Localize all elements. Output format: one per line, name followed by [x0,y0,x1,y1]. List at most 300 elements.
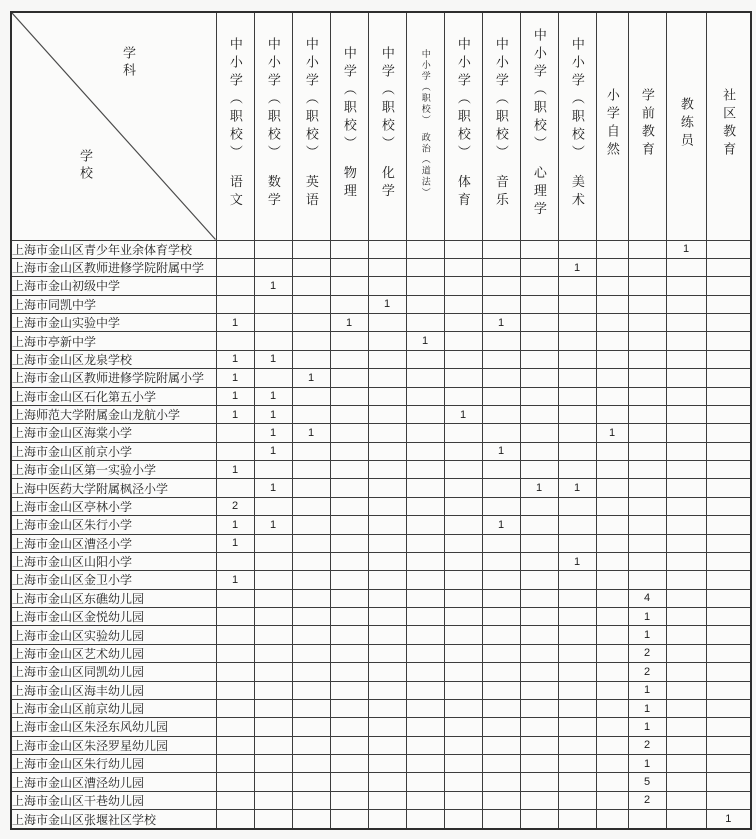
value-cell [292,589,330,607]
value-cell [292,332,330,350]
value-cell [406,258,444,276]
value-cell [330,461,368,479]
value-cell [628,277,666,295]
column-header [216,12,254,240]
table-row [11,314,751,332]
value-cell [216,552,254,570]
value-cell [666,461,706,479]
school-name-cell: 上海市金山区石化第五小学 [11,387,216,405]
value-cell [558,791,596,809]
value-cell [368,314,406,332]
value-cell [406,608,444,626]
value-cell [406,387,444,405]
value-cell [330,387,368,405]
value-cell [368,791,406,809]
value-cell [330,369,368,387]
value-cell [666,663,706,681]
value-cell [596,791,628,809]
value-cell [706,332,751,350]
table-row [11,663,751,681]
school-name-cell: 上海市金山区教师进修学院附属中学 [11,258,216,276]
value-cell [558,589,596,607]
value-cell [444,736,482,754]
column-header [596,12,628,240]
value-cell [292,277,330,295]
column-header-label: 小学自然 [604,87,620,160]
school-name-cell: 上海市金山实验中学 [11,314,216,332]
value-cell [628,258,666,276]
value-cell: 1 [254,387,292,405]
value-cell [520,791,558,809]
value-cell [706,663,751,681]
value-cell [666,791,706,809]
table-row [11,350,751,368]
value-cell [216,608,254,626]
value-cell [330,534,368,552]
value-cell [666,626,706,644]
value-cell [444,626,482,644]
value-cell [482,295,520,313]
value-cell [520,295,558,313]
column-header-label: 中小学（职校） 英语 [303,37,319,211]
value-cell [330,571,368,589]
value-cell [406,755,444,773]
value-cell [628,369,666,387]
value-cell [628,295,666,313]
value-cell: 1 [216,571,254,589]
value-cell [368,258,406,276]
value-cell [520,516,558,534]
table-row [11,681,751,699]
value-cell [368,608,406,626]
table-row [11,240,751,258]
value-cell [706,258,751,276]
value-cell: 1 [254,479,292,497]
value-cell [406,442,444,460]
value-cell [596,681,628,699]
corner-label-subject: 学科 [121,46,136,80]
value-cell [628,240,666,258]
value-cell: 1 [482,516,520,534]
value-cell [368,571,406,589]
value-cell [444,718,482,736]
value-cell [330,644,368,662]
value-cell [368,405,406,423]
column-header [666,12,706,240]
value-cell [406,791,444,809]
value-cell [292,534,330,552]
value-cell [254,314,292,332]
value-cell [444,424,482,442]
value-cell [706,369,751,387]
value-cell [520,277,558,295]
value-cell [368,552,406,570]
value-cell [330,497,368,515]
school-name-cell: 上海市金山区东礁幼儿园 [11,589,216,607]
value-cell [482,240,520,258]
column-header [706,12,751,240]
value-cell [482,810,520,829]
value-cell [706,277,751,295]
value-cell [406,350,444,368]
column-header-label: 教练员 [678,96,694,151]
value-cell [706,516,751,534]
value-cell: 1 [254,350,292,368]
value-cell [558,350,596,368]
table-row [11,369,751,387]
value-cell [596,314,628,332]
value-cell [254,589,292,607]
value-cell [628,497,666,515]
value-cell [406,663,444,681]
value-cell [216,240,254,258]
table-row [11,534,751,552]
value-cell [254,718,292,736]
value-cell [254,461,292,479]
value-cell [666,534,706,552]
value-cell [706,681,751,699]
value-cell [706,314,751,332]
value-cell [368,442,406,460]
value-cell [558,516,596,534]
value-cell [292,736,330,754]
value-cell [706,718,751,736]
value-cell [596,516,628,534]
table-row [11,644,751,662]
value-cell [666,516,706,534]
value-cell [706,479,751,497]
value-cell [292,516,330,534]
value-cell [444,534,482,552]
value-cell [666,387,706,405]
value-cell [482,552,520,570]
value-cell [520,497,558,515]
value-cell [520,755,558,773]
value-cell [330,350,368,368]
value-cell [628,314,666,332]
value-cell [666,479,706,497]
value-cell [444,369,482,387]
value-cell [254,810,292,829]
school-name-cell: 上海市金山区山阳小学 [11,552,216,570]
value-cell: 2 [628,791,666,809]
value-cell [666,699,706,717]
value-cell [216,699,254,717]
column-header-label: 社区教育 [721,87,737,160]
value-cell [368,810,406,829]
value-cell [520,332,558,350]
value-cell [330,718,368,736]
value-cell [706,644,751,662]
value-cell [596,350,628,368]
value-cell [292,240,330,258]
value-cell [330,240,368,258]
value-cell [706,442,751,460]
value-cell [292,387,330,405]
value-cell [216,663,254,681]
value-cell [520,314,558,332]
value-cell [520,387,558,405]
value-cell [482,369,520,387]
value-cell [216,589,254,607]
value-cell: 1 [254,424,292,442]
table-row [11,277,751,295]
school-name-cell: 上海市金山区实验幼儿园 [11,626,216,644]
value-cell [368,644,406,662]
value-cell [482,755,520,773]
value-cell [292,663,330,681]
value-cell [558,571,596,589]
school-name-cell: 上海市金山区朱行小学 [11,516,216,534]
value-cell [596,387,628,405]
column-header [292,12,330,240]
value-cell [520,681,558,699]
value-cell [558,461,596,479]
column-header-label: 中小学（职校） 数学 [265,37,281,211]
value-cell [596,405,628,423]
value-cell [254,552,292,570]
value-cell [520,644,558,662]
value-cell [596,461,628,479]
corner-header-cell [11,12,216,240]
value-cell [482,387,520,405]
value-cell [482,461,520,479]
value-cell [666,681,706,699]
value-cell: 1 [628,681,666,699]
value-cell [706,626,751,644]
value-cell [330,608,368,626]
value-cell: 1 [558,479,596,497]
value-cell [666,277,706,295]
value-cell [482,258,520,276]
value-cell [706,699,751,717]
value-cell [254,681,292,699]
value-cell: 1 [292,424,330,442]
value-cell [368,681,406,699]
value-cell [596,534,628,552]
value-cell [482,791,520,809]
value-cell [292,442,330,460]
value-cell [666,773,706,791]
value-cell: 1 [628,699,666,717]
column-header [628,12,666,240]
value-cell [216,258,254,276]
table-row [11,699,751,717]
value-cell [628,350,666,368]
value-cell: 1 [368,295,406,313]
table-row [11,295,751,313]
value-cell [666,755,706,773]
value-cell: 1 [628,626,666,644]
value-cell: 1 [596,424,628,442]
value-cell [292,626,330,644]
value-cell [444,552,482,570]
value-cell [520,240,558,258]
value-cell [330,295,368,313]
value-cell [406,424,444,442]
value-cell [596,552,628,570]
value-cell [520,810,558,829]
value-cell [254,497,292,515]
value-cell [330,516,368,534]
value-cell [558,608,596,626]
value-cell [406,479,444,497]
value-cell: 1 [216,461,254,479]
value-cell [368,534,406,552]
column-header [330,12,368,240]
value-cell [628,442,666,460]
table-row [11,626,751,644]
value-cell: 1 [482,442,520,460]
value-cell [520,718,558,736]
value-cell [254,736,292,754]
value-cell [482,663,520,681]
school-name-cell: 上海市亭新中学 [11,332,216,350]
value-cell [628,516,666,534]
value-cell [558,663,596,681]
value-cell [254,699,292,717]
value-cell [216,332,254,350]
value-cell [368,350,406,368]
value-cell [706,387,751,405]
value-cell [706,424,751,442]
value-cell [482,479,520,497]
value-cell: 1 [216,534,254,552]
school-name-cell: 上海市同凯中学 [11,295,216,313]
header-row [11,12,751,240]
value-cell [666,810,706,829]
value-cell [666,442,706,460]
value-cell [482,608,520,626]
value-cell [482,644,520,662]
value-cell [368,755,406,773]
value-cell [444,240,482,258]
value-cell [216,277,254,295]
table-row [11,479,751,497]
value-cell [520,699,558,717]
value-cell [444,350,482,368]
value-cell [706,608,751,626]
value-cell: 1 [254,516,292,534]
value-cell [520,608,558,626]
value-cell [368,240,406,258]
value-cell [596,699,628,717]
value-cell [482,497,520,515]
corner-label-school: 学校 [78,149,93,183]
value-cell [558,405,596,423]
value-cell [368,736,406,754]
column-header [520,12,558,240]
value-cell [368,773,406,791]
value-cell [482,773,520,791]
value-cell [520,405,558,423]
value-cell: 1 [406,332,444,350]
value-cell [368,332,406,350]
school-name-cell: 上海中医药大学附属枫泾小学 [11,479,216,497]
value-cell [406,314,444,332]
value-cell [628,387,666,405]
value-cell [628,571,666,589]
school-name-cell: 上海市金山区金卫小学 [11,571,216,589]
value-cell [216,681,254,699]
value-cell: 1 [254,442,292,460]
school-name-cell: 上海市金山区干巷幼儿园 [11,791,216,809]
value-cell [292,405,330,423]
value-cell: 1 [216,405,254,423]
table-row [11,810,751,829]
table-row [11,461,751,479]
value-cell [558,718,596,736]
table-row [11,589,751,607]
value-cell [254,258,292,276]
value-cell [558,387,596,405]
school-name-cell: 上海市金山区金悦幼儿园 [11,608,216,626]
value-cell [330,442,368,460]
value-cell [216,442,254,460]
table-row [11,773,751,791]
value-cell [254,791,292,809]
value-cell [292,497,330,515]
value-cell [482,681,520,699]
value-cell [706,791,751,809]
value-cell [666,571,706,589]
value-cell [520,534,558,552]
value-cell [596,608,628,626]
value-cell [330,663,368,681]
value-cell [406,240,444,258]
value-cell [706,461,751,479]
value-cell: 1 [330,314,368,332]
value-cell [292,773,330,791]
value-cell [706,350,751,368]
value-cell: 1 [216,350,254,368]
value-cell [706,497,751,515]
value-cell [330,699,368,717]
value-cell: 1 [558,552,596,570]
table-row [11,516,751,534]
value-cell: 1 [216,516,254,534]
value-cell: 1 [558,258,596,276]
value-cell [558,755,596,773]
value-cell [216,810,254,829]
value-cell [520,424,558,442]
value-cell [666,424,706,442]
value-cell [406,516,444,534]
value-cell [444,571,482,589]
column-header-label: 中小学（职校） 音乐 [493,37,509,211]
column-header [482,12,520,240]
value-cell [254,755,292,773]
value-cell [292,810,330,829]
value-cell [444,644,482,662]
value-cell [368,626,406,644]
table-header [11,12,751,240]
value-cell [368,663,406,681]
value-cell [254,369,292,387]
column-header [368,12,406,240]
value-cell [666,405,706,423]
column-header-label: 中小学（职校） 语文 [227,37,243,211]
value-cell [444,314,482,332]
value-cell [254,240,292,258]
value-cell [292,479,330,497]
value-cell [292,314,330,332]
value-cell [482,736,520,754]
value-cell [558,240,596,258]
value-cell [444,608,482,626]
value-cell [520,571,558,589]
value-cell [706,571,751,589]
